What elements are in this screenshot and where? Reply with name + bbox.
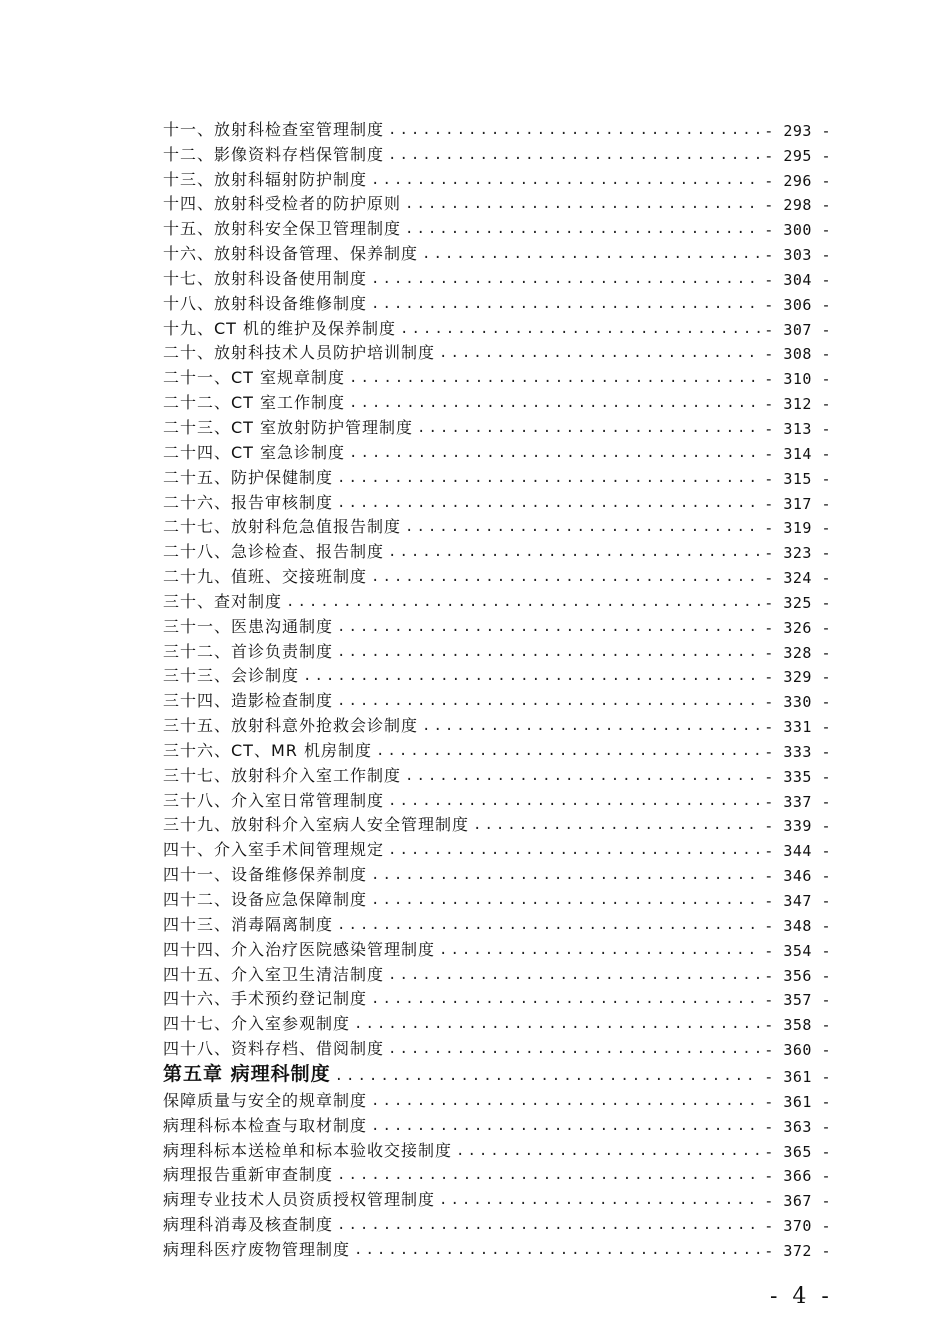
toc-entry-page: - 363 -	[764, 1117, 831, 1136]
toc-entry[interactable]	[163, 1034, 831, 1059]
toc-entry-page: - 346 -	[764, 867, 831, 886]
toc-entry-page: - 330 -	[764, 693, 831, 712]
toc-dot-leader	[473, 818, 760, 835]
toc-entry-page: - 344 -	[764, 842, 831, 861]
toc-entry-title: 病理科标本检查与取材制度	[163, 1115, 368, 1135]
toc-dot-leader	[286, 595, 760, 612]
toc-entry-page: - 300 -	[764, 221, 831, 240]
toc-entry-page: - 293 -	[764, 121, 831, 140]
toc-entry-page: - 366 -	[764, 1167, 831, 1186]
toc-entry[interactable]	[163, 1111, 831, 1136]
toc-entry-title: 二十七、放射科危急值报告制度	[163, 517, 402, 537]
toc-entry[interactable]	[163, 314, 831, 339]
toc-dot-leader	[405, 769, 760, 786]
toc-dot-leader	[417, 421, 760, 438]
toc-entry-title: 三十、查对制度	[163, 591, 283, 611]
toc-entry[interactable]	[163, 935, 831, 960]
toc-entry[interactable]	[163, 587, 831, 612]
toc-entry-page: - 324 -	[764, 569, 831, 588]
toc-entry-title: 二十六、报告审核制度	[163, 492, 334, 512]
toc-dot-leader	[388, 545, 760, 562]
toc-entry-title: 二十二、CT 室工作制度	[163, 393, 346, 413]
toc-dot-leader	[422, 719, 760, 736]
toc-entry-title: 三十七、放射科介入室工作制度	[163, 765, 402, 785]
toc-dot-leader	[371, 1094, 760, 1111]
toc-entry[interactable]	[163, 860, 831, 885]
toc-entry[interactable]	[163, 686, 831, 711]
toc-dot-leader	[371, 1119, 760, 1136]
toc-dot-leader	[349, 446, 760, 463]
toc-chapter-entry[interactable]	[163, 1059, 831, 1086]
toc-entry[interactable]	[163, 1136, 831, 1161]
toc-entry-title: 二十三、CT 室放射防护管理制度	[163, 417, 414, 437]
toc-entry-page: - 312 -	[764, 395, 831, 414]
toc-entry[interactable]	[163, 165, 831, 190]
toc-entry-title: 病理科标本送检单和标本验收交接制度	[163, 1140, 453, 1160]
toc-dot-leader	[388, 794, 760, 811]
toc-entry-title: 保障质量与安全的规章制度	[163, 1090, 368, 1110]
toc-entry-page: - 313 -	[764, 419, 831, 438]
toc-entry-title: 二十五、防护保健制度	[163, 467, 334, 487]
toc-entry[interactable]	[163, 1009, 831, 1034]
toc-dot-leader	[439, 1193, 760, 1210]
toc-dot-leader	[337, 694, 760, 711]
toc-entry-page: - 348 -	[764, 916, 831, 935]
toc-entry-page: - 354 -	[764, 941, 831, 960]
toc-entry-page: - 339 -	[764, 817, 831, 836]
toc-entry-title: 十七、放射科设备使用制度	[163, 268, 368, 288]
toc-entry-page: - 372 -	[764, 1241, 831, 1260]
toc-entry[interactable]	[163, 264, 831, 289]
toc-dot-leader	[337, 620, 760, 637]
toc-entry-page: - 319 -	[764, 519, 831, 538]
toc-entry[interactable]	[163, 190, 831, 215]
toc-entry[interactable]	[163, 289, 831, 314]
toc-entry-title: 十八、放射科设备维修制度	[163, 293, 368, 313]
toc-entry[interactable]	[163, 910, 831, 935]
toc-entry-page: - 307 -	[764, 320, 831, 339]
toc-dot-leader	[371, 992, 760, 1009]
toc-entry-title: 病理科医疗废物管理制度	[163, 1239, 351, 1259]
toc-entry-title: 四十三、消毒隔离制度	[163, 914, 334, 934]
toc-dot-leader	[388, 123, 760, 140]
toc-dot-leader	[422, 247, 760, 264]
toc-dot-leader	[371, 272, 760, 289]
toc-entry-page: - 328 -	[764, 643, 831, 662]
toc-entry-page: - 331 -	[764, 718, 831, 737]
toc-dot-leader	[337, 1168, 760, 1185]
toc-dot-leader	[405, 520, 760, 537]
toc-entry[interactable]	[163, 985, 831, 1010]
toc-entry[interactable]	[163, 463, 831, 488]
toc-entry-title: 四十五、介入室卫生清洁制度	[163, 964, 385, 984]
toc-entry-page: - 370 -	[764, 1217, 831, 1236]
toc-entry-title: 二十四、CT 室急诊制度	[163, 442, 346, 462]
toc-entry-title: 四十八、资料存档、借阅制度	[163, 1039, 385, 1059]
toc-entry-title: 三十三、会诊制度	[163, 666, 300, 686]
toc-entry[interactable]	[163, 1210, 831, 1235]
toc-entry-title: 第五章 病理科制度	[163, 1063, 331, 1086]
toc-entry[interactable]	[163, 513, 831, 538]
toc-entry-title: 十五、放射科安全保卫管理制度	[163, 219, 402, 239]
toc-entry-page: - 325 -	[764, 593, 831, 612]
toc-entry-title: 三十八、介入室日常管理制度	[163, 790, 385, 810]
toc-entry-page: - 303 -	[764, 246, 831, 265]
toc-entry[interactable]	[163, 885, 831, 910]
toc-entry-title: 二十八、急诊检查、报告制度	[163, 542, 385, 562]
toc-entry[interactable]	[163, 1235, 831, 1260]
toc-dot-leader	[439, 943, 760, 960]
toc-dot-leader	[388, 1042, 760, 1059]
toc-entry[interactable]	[163, 1185, 831, 1210]
toc-entry-title: 三十六、CT、MR 机房制度	[163, 740, 372, 760]
toc-entry[interactable]	[163, 960, 831, 985]
toc-entry-title: 四十七、介入室参观制度	[163, 1014, 351, 1034]
toc-entry-title: 四十四、介入治疗医院感染管理制度	[163, 939, 436, 959]
toc-entry-page: - 360 -	[764, 1041, 831, 1060]
toc-entry-title: 四十一、设备维修保养制度	[163, 865, 368, 885]
toc-entry-page: - 329 -	[764, 668, 831, 687]
toc-entry[interactable]	[163, 214, 831, 239]
toc-dot-leader	[400, 322, 760, 339]
toc-entry-page: - 333 -	[764, 742, 831, 761]
toc-dot-leader	[456, 1144, 760, 1161]
toc-dot-leader	[405, 197, 760, 214]
toc-entry[interactable]	[163, 115, 831, 140]
toc-entry-title: 四十六、手术预约登记制度	[163, 989, 368, 1009]
toc-entry-page: - 310 -	[764, 370, 831, 389]
toc-dot-leader	[354, 1017, 760, 1034]
toc-entry[interactable]	[163, 1161, 831, 1186]
toc-entry-page: - 317 -	[764, 494, 831, 513]
toc-entry-title: 四十二、设备应急保障制度	[163, 890, 368, 909]
toc-entry[interactable]	[163, 1086, 831, 1111]
toc-entry[interactable]	[163, 537, 831, 562]
toc-entry-title: 三十一、医患沟通制度	[163, 616, 334, 636]
toc-dot-leader	[371, 868, 760, 885]
toc-entry-title: 四十、介入室手术间管理规定	[163, 840, 385, 860]
toc-entry[interactable]	[163, 835, 831, 860]
toc-dot-leader	[371, 173, 760, 190]
table-of-contents	[163, 115, 831, 1260]
toc-entry[interactable]	[163, 811, 831, 836]
toc-dot-leader	[376, 744, 760, 761]
toc-entry[interactable]	[163, 363, 831, 388]
toc-entry-title: 十三、放射科辐射防护制度	[163, 169, 368, 189]
toc-dot-leader	[303, 669, 760, 686]
toc-entry[interactable]	[163, 761, 831, 786]
toc-entry[interactable]	[163, 140, 831, 165]
toc-entry[interactable]	[163, 711, 831, 736]
toc-entry-page: - 314 -	[764, 444, 831, 463]
toc-entry-page: - 326 -	[764, 618, 831, 637]
toc-entry-page: - 356 -	[764, 966, 831, 985]
toc-entry-title: 二十一、CT 室规章制度	[163, 368, 346, 388]
toc-entry-page: - 296 -	[764, 171, 831, 190]
toc-entry-title: 十二、影像资料存档保管制度	[163, 144, 385, 164]
toc-entry-title: 病理科消毒及核查制度	[163, 1215, 334, 1235]
toc-entry[interactable]	[163, 612, 831, 637]
toc-entry[interactable]	[163, 488, 831, 513]
toc-entry[interactable]	[163, 339, 831, 364]
toc-dot-leader	[388, 968, 760, 985]
toc-entry[interactable]	[163, 413, 831, 438]
toc-entry-page: - 335 -	[764, 767, 831, 786]
toc-entry-page: - 308 -	[764, 345, 831, 364]
toc-dot-leader	[337, 1218, 760, 1235]
toc-entry-title: 三十九、放射科介入室病人安全管理制度	[163, 815, 470, 835]
toc-dot-leader	[405, 222, 760, 239]
toc-dot-leader	[371, 893, 760, 910]
toc-entry[interactable]	[163, 786, 831, 811]
toc-dot-leader	[371, 297, 760, 314]
toc-entry-page: - 361 -	[764, 1068, 831, 1087]
toc-entry-title: 十一、放射科检查室管理制度	[163, 119, 385, 139]
toc-entry[interactable]	[163, 637, 831, 662]
toc-entry-page: - 298 -	[764, 196, 831, 215]
toc-dot-leader	[337, 471, 760, 488]
toc-entry-title: 十六、放射科设备管理、保养制度	[163, 244, 419, 264]
toc-entry-title: 二十、放射科技术人员防护培训制度	[163, 343, 436, 363]
toc-entry-page: - 358 -	[764, 1016, 831, 1035]
toc-entry-page: - 323 -	[764, 544, 831, 563]
toc-entry-title: 三十五、放射科意外抢救会诊制度	[163, 716, 419, 736]
toc-entry-title: 二十九、值班、交接班制度	[163, 567, 368, 587]
page-number: - 4 -	[770, 1284, 833, 1309]
toc-entry-page: - 304 -	[764, 270, 831, 289]
toc-entry-page: - 365 -	[764, 1142, 831, 1161]
toc-entry-page: - 306 -	[764, 295, 831, 314]
toc-entry-title: 病理报告重新审查制度	[163, 1165, 334, 1185]
toc-entry-page: - 347 -	[764, 892, 831, 910]
toc-entry-page: - 295 -	[764, 146, 831, 165]
toc-dot-leader	[337, 918, 760, 935]
toc-entry-title: 十九、CT 机的维护及保养制度	[163, 318, 397, 338]
toc-dot-leader	[337, 496, 760, 513]
toc-dot-leader	[371, 570, 760, 587]
toc-entry[interactable]	[163, 736, 831, 761]
toc-entry-page: - 367 -	[764, 1192, 831, 1211]
toc-entry[interactable]	[163, 239, 831, 264]
toc-entry-title: 十四、放射科受检者的防护原则	[163, 194, 402, 214]
toc-entry[interactable]	[163, 662, 831, 687]
toc-entry-page: - 315 -	[764, 469, 831, 488]
toc-dot-leader	[388, 843, 760, 860]
toc-entry-page: - 357 -	[764, 991, 831, 1010]
toc-dot-leader	[337, 645, 760, 662]
toc-dot-leader	[354, 1243, 760, 1260]
toc-dot-leader	[335, 1069, 761, 1086]
toc-dot-leader	[349, 396, 760, 413]
toc-entry-title: 病理专业技术人员资质授权管理制度	[163, 1190, 436, 1210]
toc-dot-leader	[349, 371, 760, 388]
toc-dot-leader	[439, 346, 760, 363]
toc-entry[interactable]	[163, 562, 831, 587]
toc-entry-page: - 337 -	[764, 792, 831, 811]
toc-entry-title: 三十四、造影检查制度	[163, 691, 334, 711]
toc-entry-title: 三十二、首诊负责制度	[163, 641, 334, 661]
toc-entry[interactable]	[163, 438, 831, 463]
toc-entry[interactable]	[163, 388, 831, 413]
toc-entry-page: - 361 -	[764, 1092, 831, 1111]
toc-dot-leader	[388, 148, 760, 165]
